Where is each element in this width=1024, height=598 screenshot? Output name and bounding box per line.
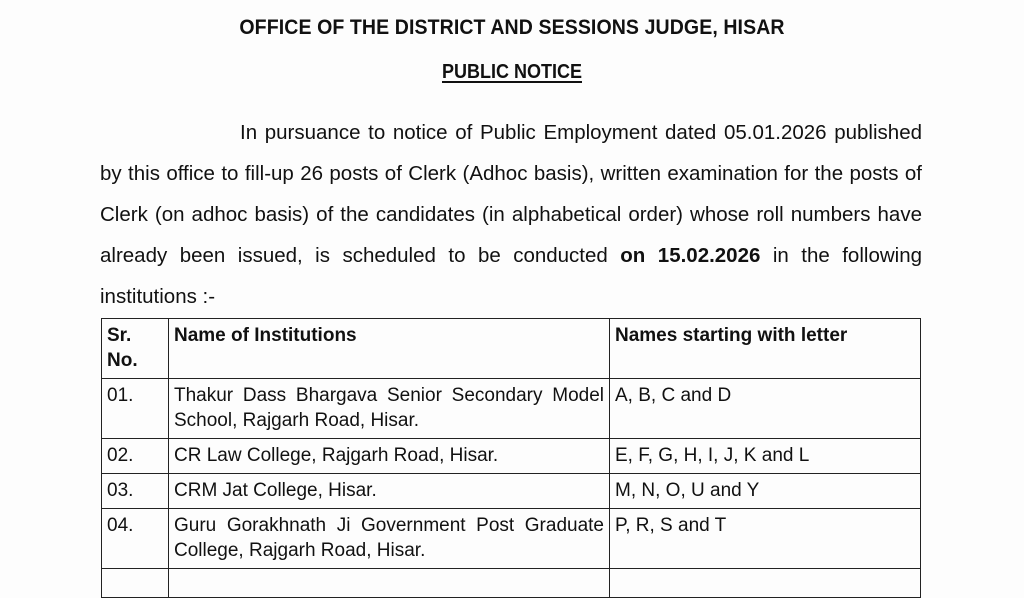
table-header-row [102, 319, 921, 379]
table-row [102, 379, 921, 439]
institutions-table [101, 318, 921, 598]
office-heading: OFFICE OF THE DISTRICT AND SESSIONS JUDGE, HISAR [239, 16, 785, 39]
empty-cell [169, 569, 610, 598]
sr-no: 02. [102, 439, 169, 474]
sr-no: 04. [102, 509, 169, 569]
header-sr-no: Sr. No. [102, 319, 169, 379]
empty-cell [102, 569, 169, 598]
empty-cell [610, 569, 921, 598]
sr-no: 01. [102, 379, 169, 439]
institution-name: CR Law College, Rajgarh Road, Hisar. [169, 439, 610, 474]
paragraph-text-end: in the following institutions :- [100, 244, 923, 308]
table-row [102, 439, 921, 474]
table-row [102, 509, 921, 569]
letters: M, N, O, U and Y [610, 474, 921, 509]
letters: E, F, G, H, I, J, K and L [610, 439, 921, 474]
letters: P, R, S and T [610, 509, 921, 569]
notice-title: PUBLIC NOTICE [441, 61, 583, 83]
notice-paragraph [100, 112, 922, 317]
institution-name: Thakur Dass Bhargava Senior Secondary Model School, Rajgarh Road, Hisar. [169, 379, 610, 439]
exam-date: on 15.02.2026 [620, 244, 761, 267]
institution-name: Guru Gorakhnath Ji Government Post Graduate College, Rajgarh Road, Hisar. [169, 509, 610, 569]
letters: A, B, C and D [610, 379, 921, 439]
header-letters: Names starting with letter [610, 319, 921, 379]
institution-name: CRM Jat College, Hisar. [169, 474, 610, 509]
paragraph-text: In pursuance to notice of Public Employment dated 05.01.2026 published by this office to fill-up 26 posts of Clerk (Adhoc basis), written examination for the posts of Clerk (on adhoc basis) of the candidates (in alphabetical order) whose roll numbers have already been issued, is scheduled to be conducted [100, 121, 922, 267]
sr-no: 03. [102, 474, 169, 509]
header-institution: Name of Institutions [169, 319, 610, 379]
table-row [102, 474, 921, 509]
table-row-partial [102, 569, 921, 598]
